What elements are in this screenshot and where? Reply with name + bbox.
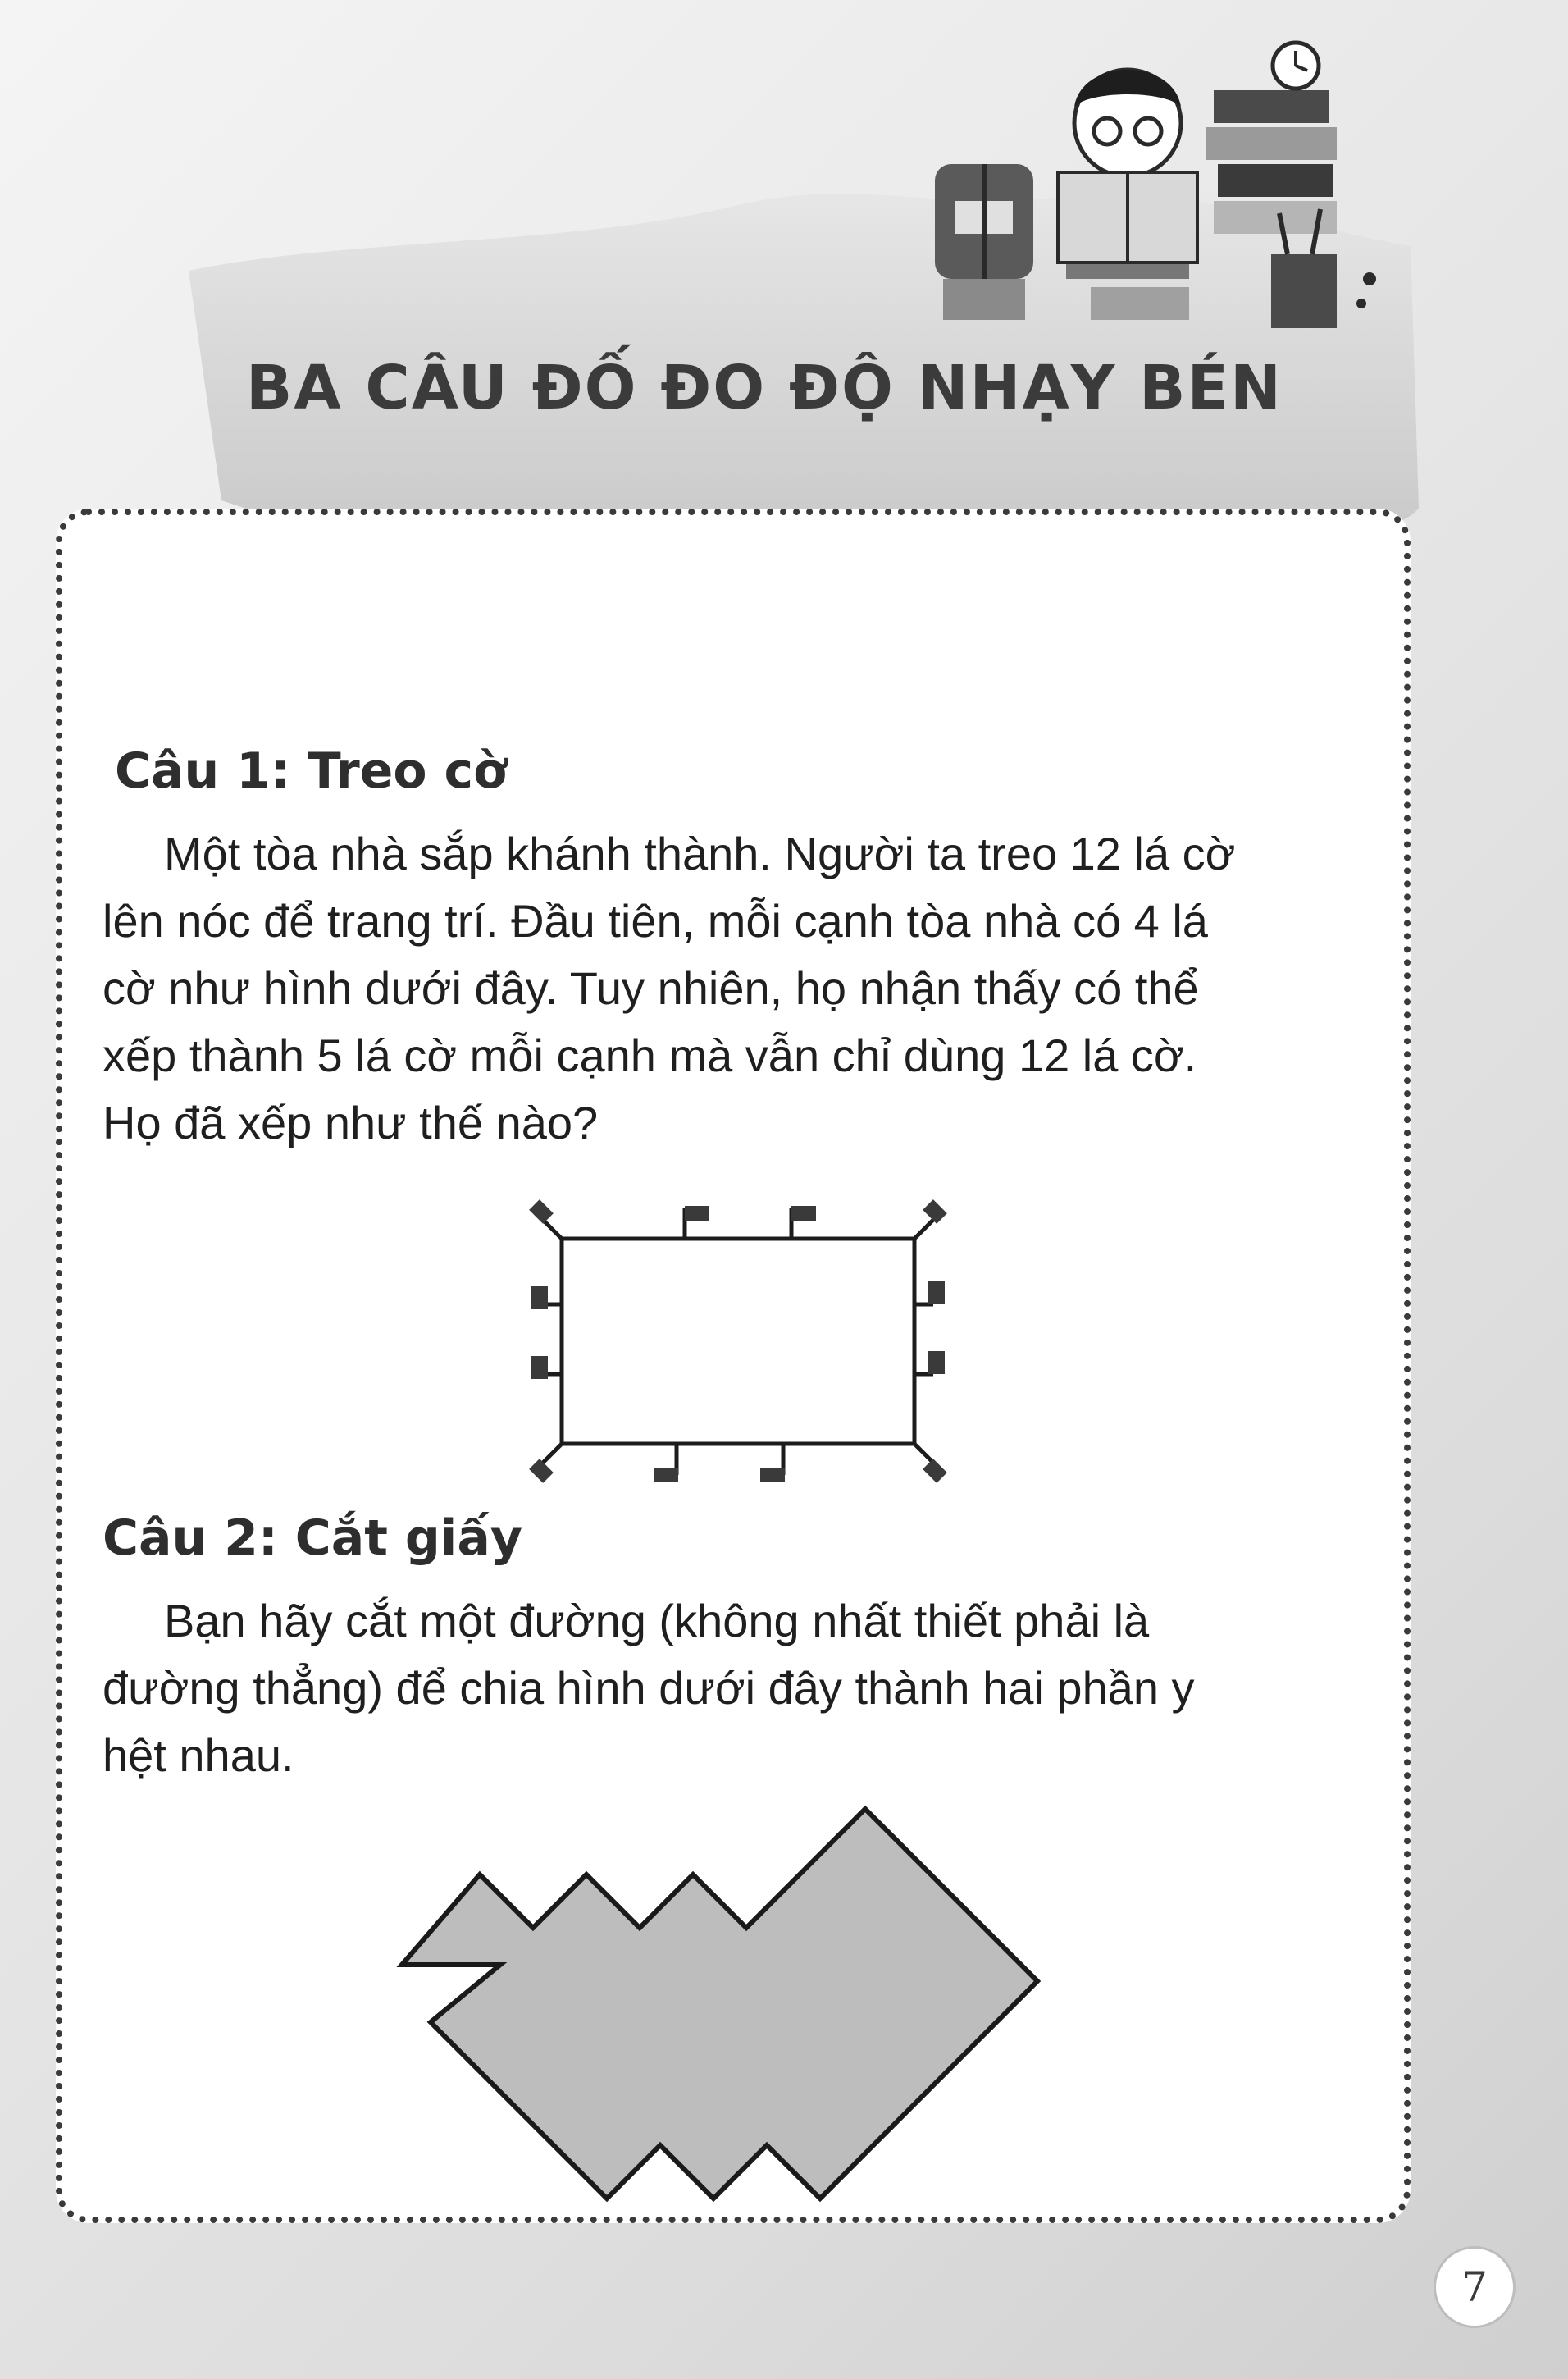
flag-icon — [529, 1199, 562, 1239]
question-2-line: đường thẳng) để chia hình dưới đây thành hai phần y — [103, 1662, 1195, 1714]
question-2-heading: Câu 2: Cắt giấy — [103, 1509, 522, 1567]
flag-icon — [654, 1444, 678, 1482]
flag-icon — [529, 1444, 562, 1483]
page-number: 7 — [1434, 2246, 1516, 2328]
question-1-line: Một tòa nhà sắp khánh thành. Người ta treo 12 lá cờ — [164, 828, 1236, 879]
boy-reading-illustration — [927, 33, 1386, 361]
question-1-line: Họ đã xếp như thế nào? — [103, 1097, 599, 1148]
flag-icon — [760, 1444, 785, 1482]
question-1-heading: Câu 1: Treo cờ — [115, 742, 508, 800]
question-2-line: hệt nhau. — [103, 1729, 294, 1781]
question-2-text — [103, 1587, 1365, 1789]
paper-shape — [402, 1809, 1037, 2199]
question-1-line: cờ như hình dưới đây. Tuy nhiên, họ nhận thấy có thể — [103, 962, 1199, 1014]
question-2-line: Bạn hãy cắt một đường (không nhất thiết phải là — [164, 1595, 1150, 1646]
paper-shape-figure — [394, 1792, 1050, 2227]
flag-icon — [531, 1286, 562, 1309]
flags-building-figure — [508, 1190, 968, 1493]
question-1-text — [103, 820, 1365, 1157]
flag-icon — [531, 1356, 562, 1379]
flag-icon — [791, 1206, 816, 1239]
page-title: BA CÂU ĐỐ ĐO ĐỘ NHẠY BÉN — [246, 353, 1283, 423]
question-1-line: lên nóc để trang trí. Đầu tiên, mỗi cạnh tòa nhà có 4 lá — [103, 895, 1208, 947]
flag-icon — [914, 1351, 945, 1374]
building-outline — [562, 1239, 914, 1444]
flag-icon — [685, 1206, 709, 1239]
flag-icon — [914, 1199, 947, 1239]
flag-icon — [914, 1444, 947, 1483]
question-1-line: xếp thành 5 lá cờ mỗi cạnh mà vẫn chỉ dùng 12 lá cờ. — [103, 1030, 1197, 1081]
flag-icon — [914, 1281, 945, 1304]
